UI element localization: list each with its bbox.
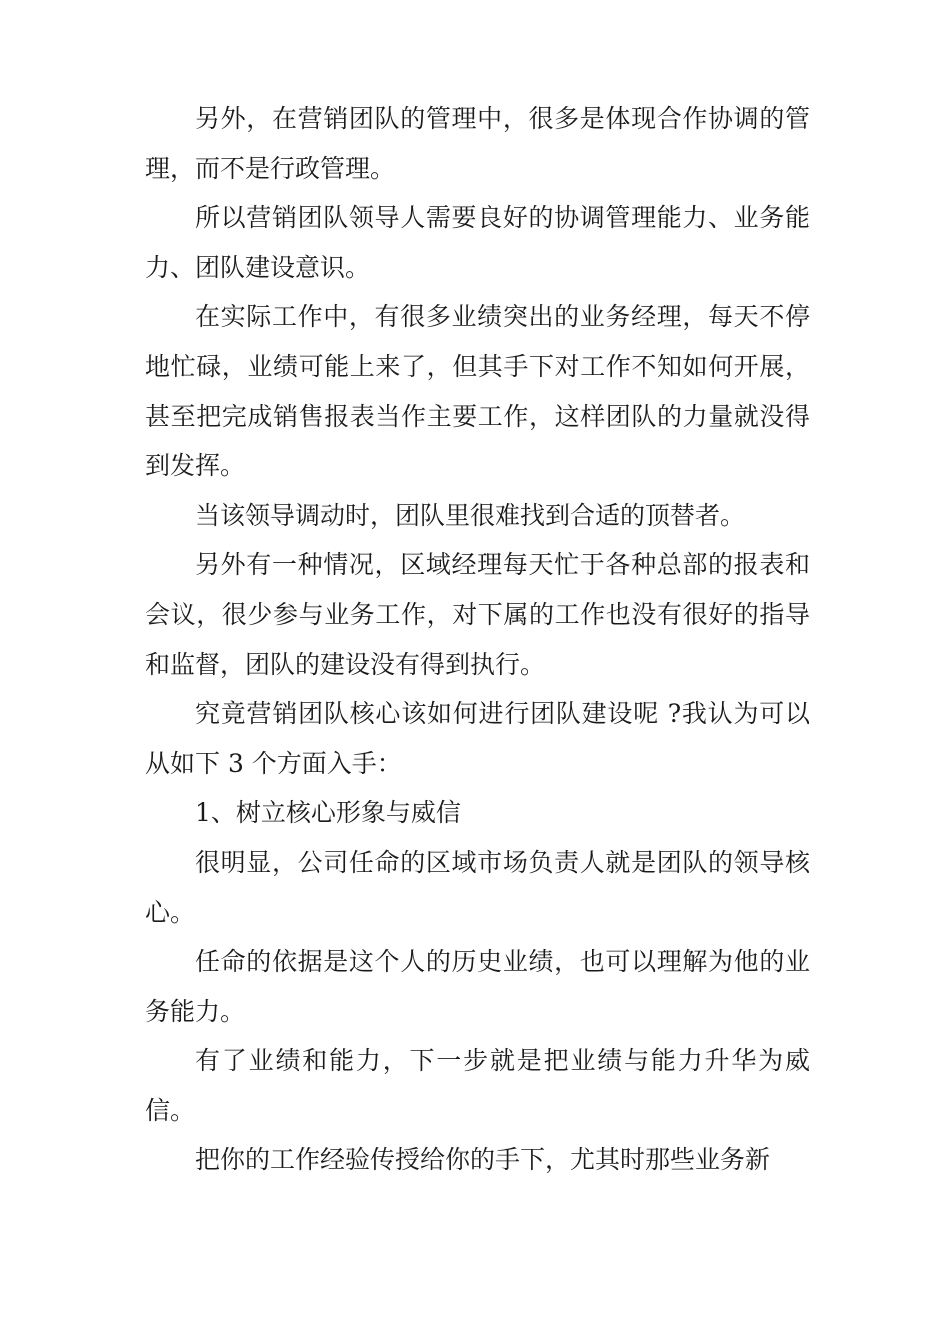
paragraph: 有了业绩和能力，下一步就是把业绩与能力升华为威信。	[145, 1046, 810, 1125]
paragraph: 把你的工作经验传授给你的手下，尤其时那些业务新	[195, 1145, 771, 1175]
paragraph: 所以营销团队领导人需要良好的协调管理能力、业务能力、团队建设意识。	[145, 203, 810, 282]
paragraph: 在实际工作中，有很多业绩突出的业务经理，每天不停地忙碌，业绩可能上来了，但其手下对工作不知如何开展，甚至把完成销售报表当作主要工作，这样团队的力量就没得到发挥。	[145, 302, 810, 481]
section-heading: 1、树立核心形象与威信	[195, 798, 461, 828]
paragraph: 任命的依据是这个人的历史业绩，也可以理解为他的业务能力。	[145, 947, 810, 1026]
paragraph: 另外，在营销团队的管理中，很多是体现合作协调的管理，而不是行政管理。	[145, 104, 810, 183]
paragraph: 当该领导调动时，团队里很难找到合适的顶替者。	[195, 500, 746, 530]
paragraph: 很明显，公司任命的区域市场负责人就是团队的领导核心。	[145, 847, 810, 927]
paragraph: 究竟营销团队核心该如何进行团队建设呢 ?我认为可以从如下 3 个方面入手：	[145, 699, 810, 778]
document-page	[145, 94, 810, 1185]
paragraph: 另外有一种情况，区域经理每天忙于各种总部的报表和会议，很少参与业务工作，对下属的工作也没有很好的指导和监督，团队的建设没有得到执行。	[145, 550, 810, 679]
